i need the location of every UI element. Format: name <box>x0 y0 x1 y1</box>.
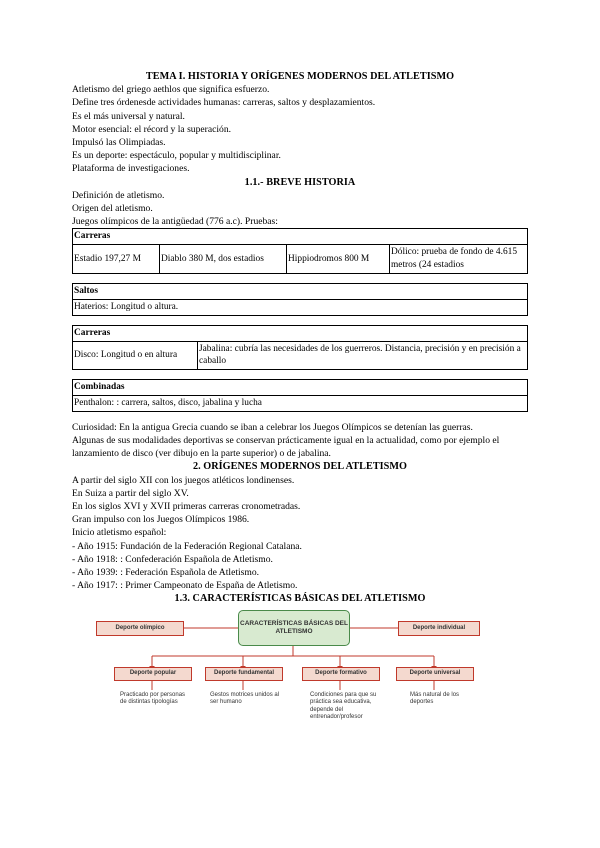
intro-line: Atletismo del griego aethlos que significa esfuerzo. <box>72 84 270 96</box>
table-cell: Disco: Longitud o en altura <box>73 341 198 370</box>
section1-line: Definición de atletismo. <box>72 189 165 201</box>
intro-line: Plataforma de investigaciones. <box>72 163 190 175</box>
intro-line: Define tres órdenesde actividades humanas: carreras, saltos y desplazamientos. <box>72 97 376 109</box>
diagram-box-fundamental: Deporte fundamental <box>205 667 283 681</box>
diagram-box-individual: Deporte individual <box>398 621 480 636</box>
table-cell: Hippiodromos 800 M <box>287 245 390 274</box>
diagram-desc-popular: Practicado por personas de distintas tipologías <box>120 691 186 706</box>
curiosidad-paragraph: Curiosidad: En la antigua Grecia cuando se iban a celebrar los Juegos Olímpicos se detenían las guerras. <box>72 421 473 433</box>
table-cell: Diablo 380 M, dos estadios <box>160 245 287 274</box>
characteristics-diagram <box>72 608 528 738</box>
diagram-box-popular: Deporte popular <box>114 667 192 681</box>
intro-line: Es un deporte: espectáculo, popular y multidisciplinar. <box>72 150 281 162</box>
algunas-paragraph: Algunas de sus modalidades deportivas se conservan prácticamente igual en la actualidad, como por ejemplo el lanzamiento de disco (ver dibujo en la parte superior) o de jabalina. <box>72 435 500 460</box>
table-header: Combinadas <box>73 380 528 396</box>
diagram-box-olimpico: Deporte olímpico <box>96 621 184 636</box>
table-header: Saltos <box>73 284 528 300</box>
intro-line: Es el más universal y natural. <box>72 110 185 122</box>
section1-line: Juegos olímpicos de la antigüedad (776 a.c). Pruebas: <box>72 216 278 228</box>
document-page <box>72 70 528 738</box>
section2-line: - Año 1917: : Primer Campeonato de España de Atletismo. <box>72 580 298 592</box>
diagram-desc-universal: Más natural de los deportes <box>410 691 460 706</box>
table-combinadas <box>72 379 528 412</box>
section2-line: A partir del siglo XII con los juegos atléticos londinenses. <box>72 474 295 486</box>
table-carreras-2 <box>72 325 528 370</box>
table-cell: Penthalon: : carrera, saltos, disco, jabalina y lucha <box>73 396 528 412</box>
diagram-center-box: CARACTERÍSTICAS BÁSICAS DEL ATLETISMO <box>238 610 350 646</box>
diagram-desc-formativo: Condiciones para que su práctica sea educativa, depende del entrenador/profesor <box>310 691 377 721</box>
section2-line: - Año 1939: : Federación Española de Atletismo. <box>72 567 260 579</box>
section-heading-1: 1.1.- BREVE HISTORIA <box>244 176 356 188</box>
table-header: Carreras <box>73 325 528 341</box>
table-header: Carreras <box>73 229 528 245</box>
table-cell: Jabalina: cubría las necesidades de los guerreros. Distancia, precisión y en precisión a caballo <box>198 341 528 370</box>
section2-line: - Año 1915: Fundación de la Federación Regional Catalana. <box>72 540 302 552</box>
diagram-box-formativo: Deporte formativo <box>302 667 380 681</box>
section2-line: En los siglos XVI y XVII primeras carreras cronometradas. <box>72 501 301 513</box>
table-cell: Estadio 197,27 M <box>73 245 160 274</box>
section-heading-3: 1.3. CARACTERÍSTICAS BÁSICAS DEL ATLETISMO <box>174 593 426 605</box>
table-cell: Dólico: prueba de fondo de 4.615 metros (24 estadios <box>390 245 528 274</box>
section1-line: Origen del atletismo. <box>72 203 153 215</box>
intro-line: Motor esencial: el récord y la superación. <box>72 123 232 135</box>
section2-line: Gran impulso con los Juegos Olímpicos 1986. <box>72 514 250 526</box>
table-saltos <box>72 283 528 316</box>
table-cell: Haterios: Longitud o altura. <box>73 300 528 316</box>
diagram-desc-fundamental: Gestos motrices unidos al ser humano <box>210 691 280 706</box>
section-heading-2: 2. ORÍGENES MODERNOS DEL ATLETISMO <box>192 461 408 473</box>
table-carreras <box>72 228 528 274</box>
intro-line: Impulsó las Olimpiadas. <box>72 137 166 149</box>
section2-line: - Año 1918: : Confederación Española de Atletismo. <box>72 553 273 565</box>
section2-line: Inicio atletismo español: <box>72 527 167 539</box>
intro-block <box>72 83 528 175</box>
page-title: TEMA I. HISTORIA Y ORÍGENES MODERNOS DEL ATLETISMO <box>145 71 455 82</box>
section2-line: En Suiza a partir del siglo XV. <box>72 487 189 499</box>
diagram-box-universal: Deporte universal <box>396 667 474 681</box>
